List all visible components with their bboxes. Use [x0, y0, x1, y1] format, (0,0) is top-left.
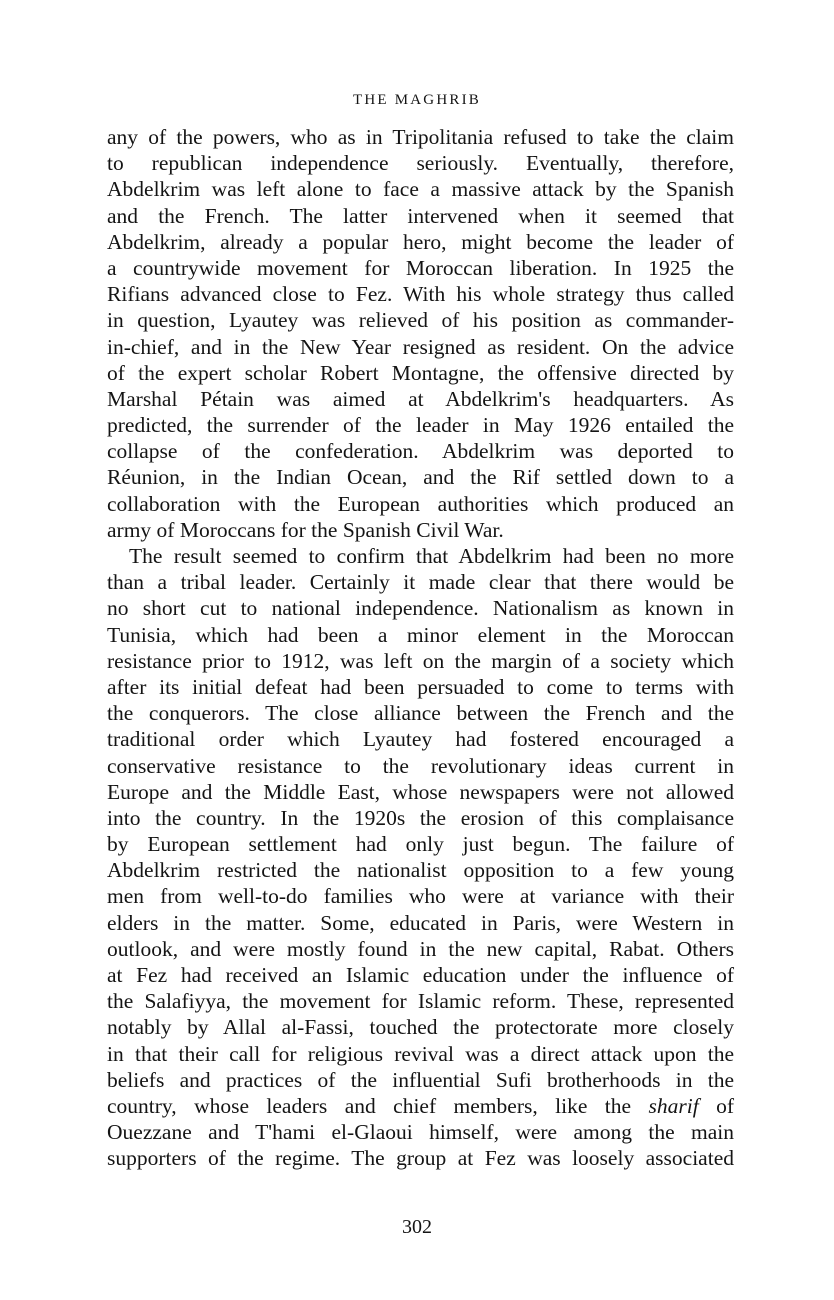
- text-line: notably by Allal al-Fassi, touched the protectorate more closely: [107, 1015, 734, 1040]
- text-line: Tunisia, which had been a minor element in the Moroccan: [107, 622, 734, 647]
- body-text: [107, 124, 734, 1172]
- text-line: no short cut to national independence. Nationalism as known in: [107, 596, 734, 621]
- text-line: in question, Lyautey was relieved of his position as commander-: [107, 308, 734, 333]
- text-line: resistance prior to 1912, was left on the margin of a society which: [107, 648, 734, 673]
- page-number: 302: [402, 1216, 432, 1238]
- text-line: predicted, the surrender of the leader in May 1926 entailed the: [107, 413, 734, 438]
- text-line: at Fez had received an Islamic education under the influence of: [107, 963, 734, 987]
- text-line: Rifians advanced close to Fez. With his whole strategy thus called: [107, 282, 734, 307]
- text-line: Abdelkrim was left alone to face a massive attack by the Spanish: [107, 177, 734, 202]
- text-line: Abdelkrim restricted the nationalist opposition to a few young: [107, 858, 734, 883]
- text-line: men from well-to-do families who were at variance with their: [107, 884, 734, 909]
- text-line: Abdelkrim, already a popular hero, might become the leader of: [107, 229, 734, 254]
- text-line: collaboration with the European authorities which produced an: [107, 491, 734, 516]
- text-line: collapse of the confederation. Abdelkrim was deported to: [107, 439, 734, 464]
- text-line: elders in the matter. Some, educated in Paris, were Western in: [107, 910, 734, 935]
- text-line: supporters of the regime. The group at Fez was loosely associated: [107, 1146, 734, 1171]
- text-line: into the country. In the 1920s the erosion of this complaisance: [107, 805, 734, 830]
- text-line: The result seemed to confirm that Abdelkrim had been no more: [129, 544, 734, 568]
- text-line: country, whose leaders and chief members, like the sharif of: [107, 1093, 734, 1118]
- text-line: Ouezzane and T'hami el-Glaoui himself, were among the main: [107, 1120, 734, 1145]
- text-line: Europe and the Middle East, whose newspapers were not allowed: [107, 779, 734, 804]
- running-head: THE MAGHRIB: [353, 92, 481, 108]
- text-line: the conquerors. The close alliance between the French and the: [107, 701, 734, 726]
- paragraph-1: [107, 124, 734, 543]
- text-line: of the expert scholar Robert Montagne, the offensive directed by: [107, 360, 734, 385]
- text-line: in-chief, and in the New Year resigned as resident. On the advice: [107, 334, 734, 359]
- text-line: to republican independence seriously. Eventually, therefore,: [107, 151, 734, 176]
- text-line: and the French. The latter intervened when it seemed that: [107, 203, 734, 228]
- text-line: the Salafiyya, the movement for Islamic reform. These, represented: [107, 989, 734, 1014]
- text-line: army of Moroccans for the Spanish Civil War.: [107, 517, 504, 542]
- text-line: after its initial defeat had been persuaded to come to terms with: [107, 674, 734, 699]
- text-line: outlook, and were mostly found in the new capital, Rabat. Others: [107, 936, 734, 961]
- text-line: any of the powers, who as in Tripolitania refused to take the claim: [107, 125, 734, 149]
- text-line: beliefs and practices of the influential Sufi brotherhoods in the: [107, 1067, 734, 1092]
- text-line: than a tribal leader. Certainly it made clear that there would be: [107, 570, 734, 595]
- text-line: Réunion, in the Indian Ocean, and the Rif settled down to a: [107, 465, 734, 490]
- text-line: conservative resistance to the revolutionary ideas current in: [107, 753, 734, 778]
- text-line: by European settlement had only just begun. The failure of: [107, 832, 734, 857]
- text-line: a countrywide movement for Moroccan liberation. In 1925 the: [107, 255, 734, 280]
- text-line: in that their call for religious revival was a direct attack upon the: [107, 1041, 734, 1066]
- text-line: traditional order which Lyautey had fostered encouraged a: [107, 727, 734, 752]
- text-line: Marshal Pétain was aimed at Abdelkrim's headquarters. As: [107, 386, 734, 411]
- paragraph-2: [107, 543, 734, 1172]
